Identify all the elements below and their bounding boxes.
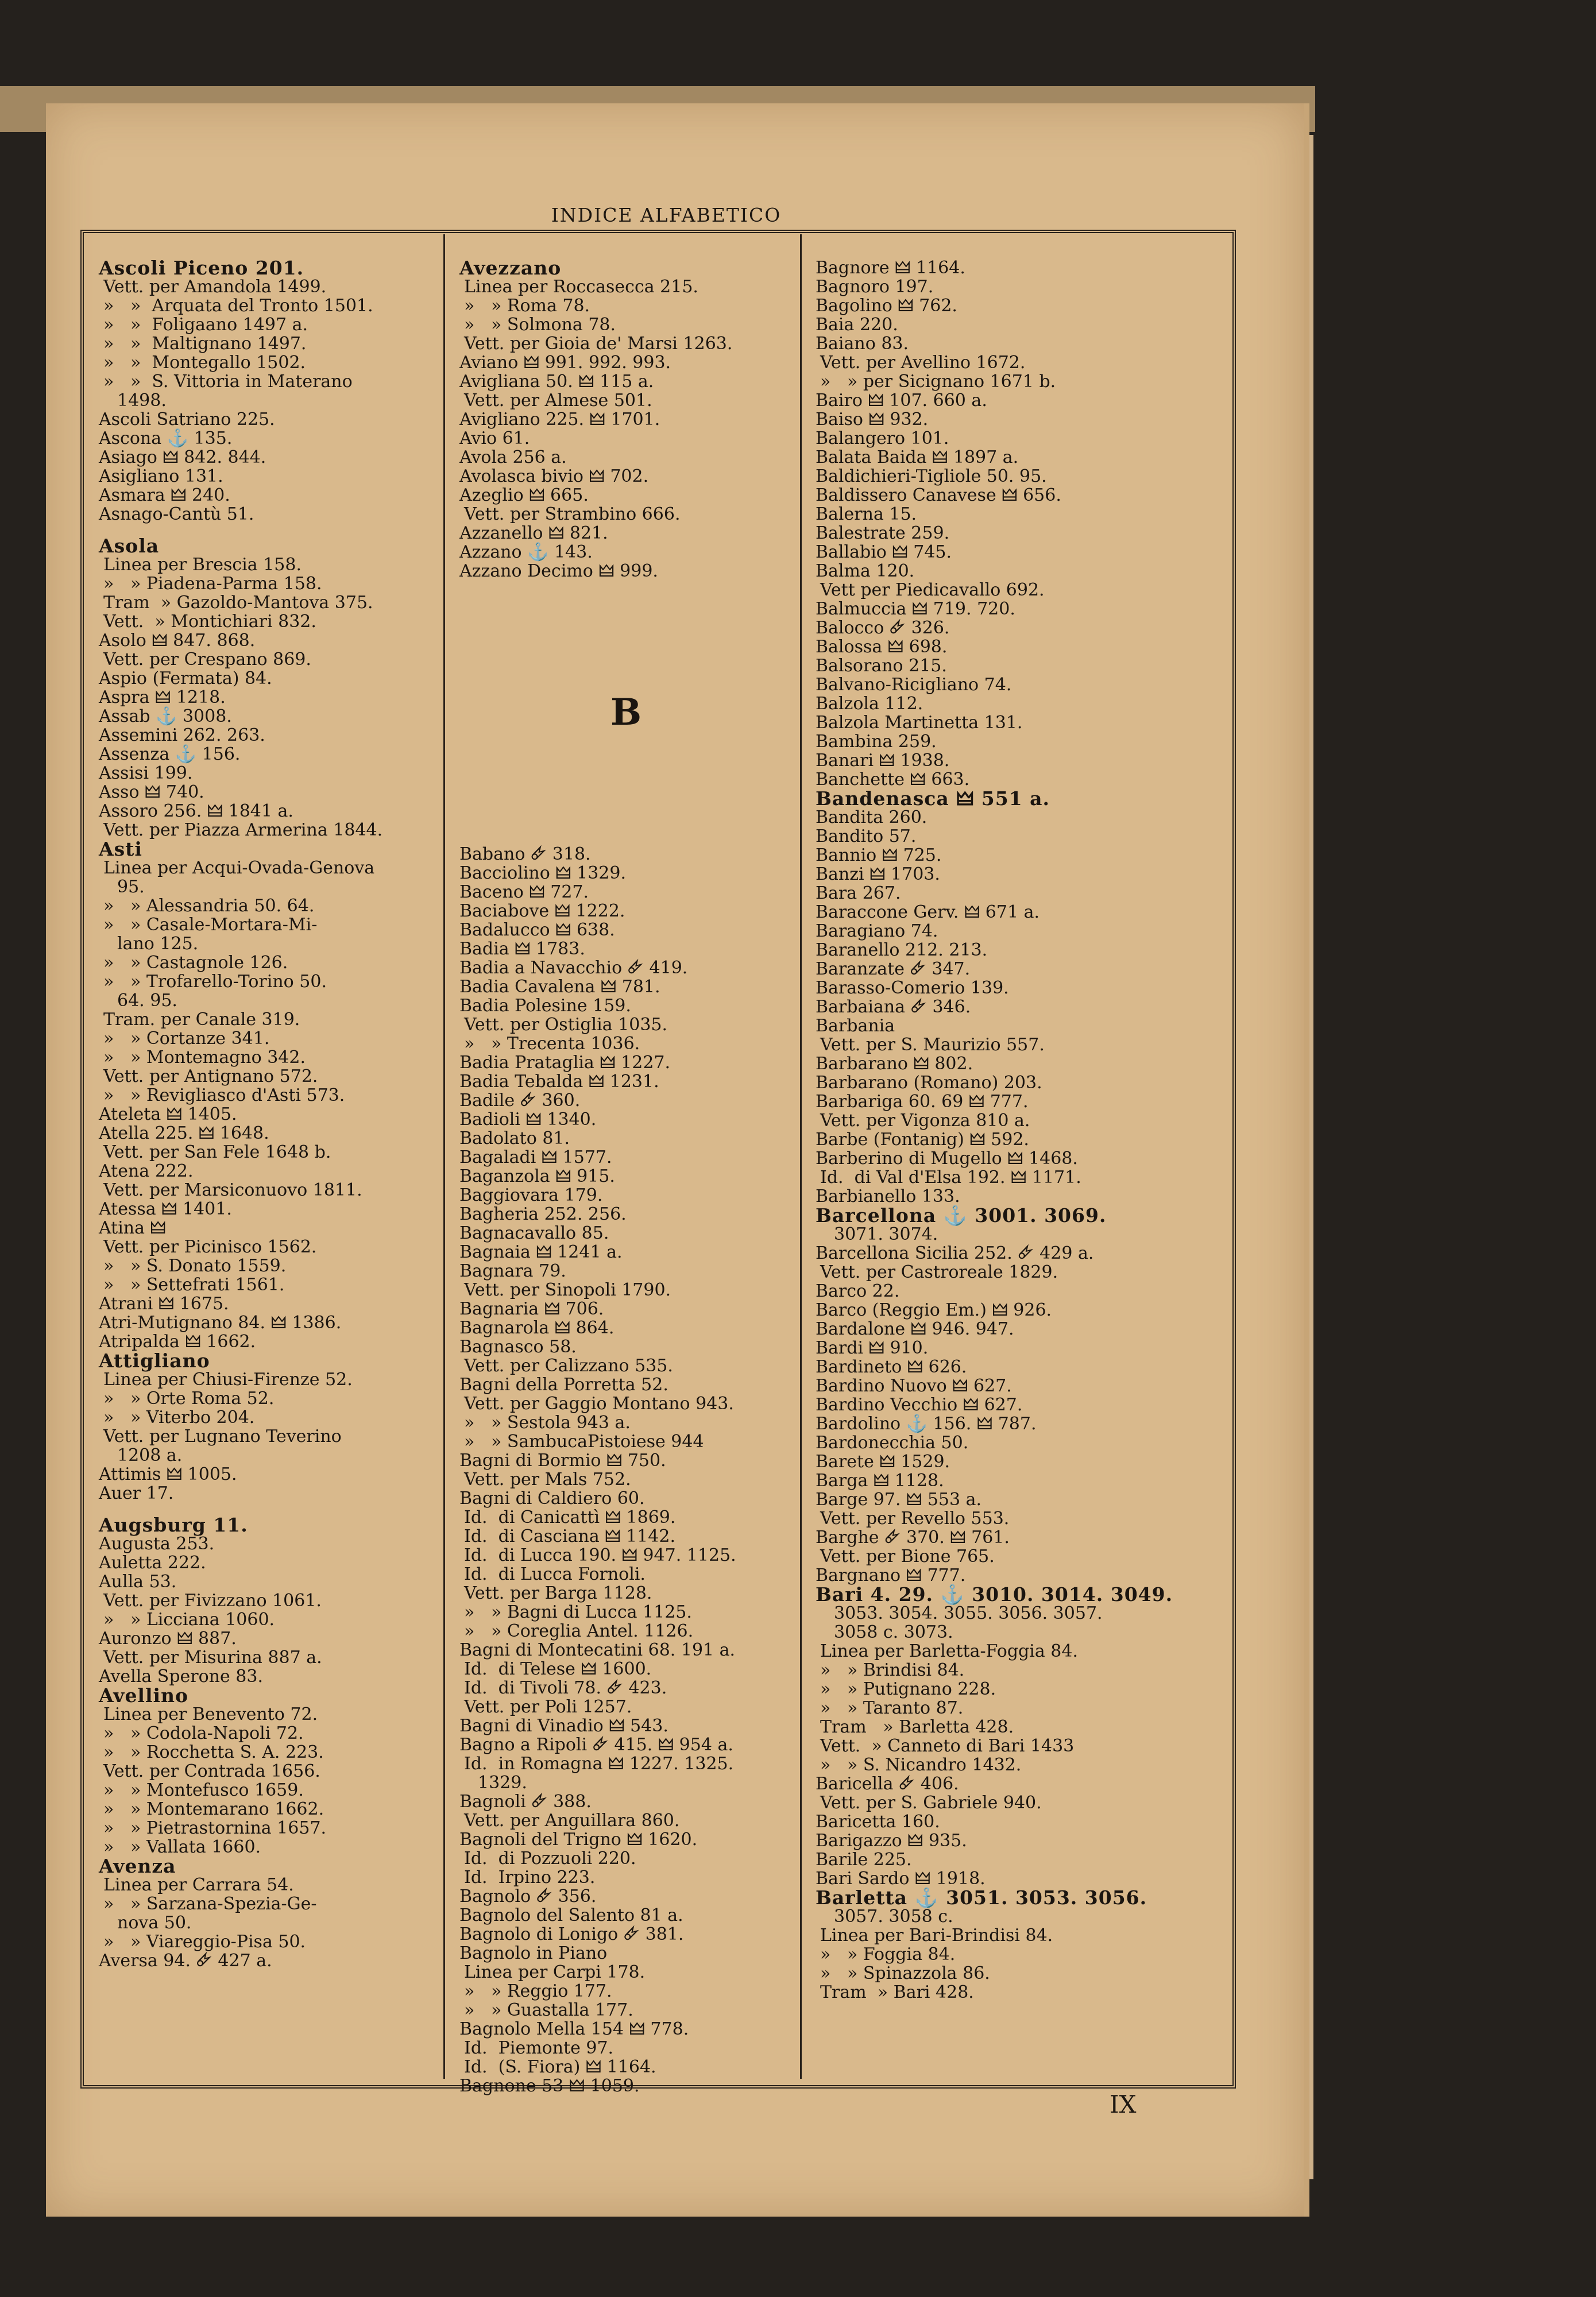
- index-entry: Assab ⚓ 3008.: [99, 706, 232, 726]
- index-entry: Auletta 222.: [99, 1553, 206, 1573]
- index-entry: Vett. per Poli 1257.: [464, 1697, 632, 1717]
- index-entry: » » S. Donato 1559.: [103, 1256, 287, 1276]
- index-entry: Balvano-Ricigliano 74.: [816, 675, 1012, 695]
- index-entry: Avigliana 50. 🜲 115 a.: [459, 372, 654, 392]
- index-entry: Barco (Reggio Em.) 🜲 926.: [816, 1300, 1052, 1320]
- index-entry: » » Casale-Mortara-Mi-: [103, 915, 318, 935]
- index-entry: » » Putignano 228.: [820, 1679, 996, 1699]
- index-entry: » » Settefrati 1561.: [103, 1275, 285, 1295]
- index-entry: » » Montefusco 1659.: [103, 1780, 304, 1800]
- index-entry: Vett. per Avellino 1672.: [820, 353, 1026, 373]
- index-entry: Badia Tebalda 🜲 1231.: [459, 1072, 659, 1092]
- index-entry: Azzanello 🜲 821.: [459, 523, 608, 543]
- index-entry: Bagnore 🜲 1164.: [816, 258, 965, 278]
- index-entry: Linea per Acqui-Ovada-Genova: [103, 858, 375, 878]
- index-entry: 1208 a.: [117, 1445, 183, 1465]
- index-entry: Avola 256 a.: [459, 447, 567, 467]
- index-entry: » » Viareggio-Pisa 50.: [103, 1932, 306, 1952]
- index-entry: Bardi 🜲 910.: [816, 1338, 929, 1358]
- index-entry: Balocco 🜸 326.: [816, 618, 950, 638]
- index-entry: » » Bagni di Lucca 1125.: [464, 1602, 692, 1622]
- index-heading: Avellino: [99, 1684, 189, 1707]
- index-entry: Vett. per Ostiglia 1035.: [464, 1015, 668, 1035]
- index-entry: Id. di Telese 🜲 1600.: [464, 1659, 652, 1679]
- index-entry: » » Revigliasco d'Asti 573.: [103, 1085, 345, 1105]
- index-entry: Balma 120.: [816, 561, 915, 581]
- index-entry: 1329.: [478, 1773, 527, 1793]
- index-entry: Vett. per Amandola 1499.: [103, 277, 327, 297]
- index-entry: » » Taranto 87.: [820, 1698, 964, 1718]
- index-entry: Bardineto 🜲 626.: [816, 1357, 967, 1377]
- index-entry: Tram » Bari 428.: [820, 1982, 974, 2002]
- index-entry: Asnago-Cantù 51.: [99, 504, 254, 524]
- index-entry: Bacciolino 🜲 1329.: [459, 863, 627, 883]
- index-entry: » » Brindisi 84.: [820, 1660, 965, 1680]
- index-entry: Barge 97. 🜲 553 a.: [816, 1490, 982, 1510]
- index-entry: Avigliano 225. 🜲 1701.: [459, 409, 660, 430]
- index-entry: Balata Baida 🜲 1897 a.: [816, 447, 1019, 467]
- index-entry: Aviano 🜲 991. 992. 993.: [459, 353, 671, 373]
- index-entry: Vett. per Picinisco 1562.: [103, 1237, 317, 1257]
- index-entry: Id. di Lucca 190. 🜲 947. 1125.: [464, 1545, 736, 1565]
- index-entry: Bagnara 79.: [459, 1261, 566, 1281]
- index-entry: Bara 267.: [816, 883, 901, 903]
- index-heading: Asola: [99, 535, 160, 557]
- index-entry: Asolo 🜲 847. 868.: [99, 631, 256, 651]
- index-entry: Badia 🜲 1783.: [459, 939, 585, 959]
- index-entry: Bagaladi 🜲 1577.: [459, 1147, 612, 1167]
- index-entry: Banari 🜲 1938.: [816, 751, 950, 771]
- index-entry: Vett. per Vigonza 810 a.: [820, 1111, 1030, 1131]
- index-entry: Vett. per Castroreale 1829.: [820, 1262, 1058, 1282]
- index-entry: Baiano 83.: [816, 334, 909, 354]
- index-entry: Avolasca bivio 🜲 702.: [459, 466, 649, 486]
- index-entry: Ballabio 🜲 745.: [816, 542, 952, 562]
- page-title: INDICE ALFABETICO: [551, 204, 782, 226]
- index-entry: Vett. per Bione 765.: [820, 1546, 995, 1567]
- index-entry: » » Trecenta 1036.: [464, 1034, 640, 1054]
- index-entry: Vett. per Gaggio Montano 943.: [464, 1394, 734, 1414]
- index-entry: Balangero 101.: [816, 428, 949, 448]
- index-entry: Barigazzo 🜲 935.: [816, 1831, 967, 1851]
- index-entry: » » Castagnole 126.: [103, 953, 288, 973]
- index-entry: Vett. per Lugnano Teverino: [103, 1426, 342, 1447]
- index-entry: Vett. » Montichiari 832.: [103, 612, 316, 632]
- index-entry: Baldissero Canavese 🜲 656.: [816, 485, 1061, 505]
- index-entry: Vett. per Fivizzano 1061.: [103, 1591, 322, 1611]
- index-entry: Bardino Vecchio 🜲 627.: [816, 1395, 1023, 1415]
- index-entry: Id. Piemonte 97.: [464, 2038, 614, 2058]
- index-entry: Baceno 🜲 727.: [459, 882, 589, 902]
- index-entry: » » Pietrastornina 1657.: [103, 1818, 327, 1838]
- index-entry: Banzi 🜲 1703.: [816, 864, 940, 884]
- index-entry: Barco 22.: [816, 1281, 900, 1301]
- index-entry: Atripalda 🜲 1662.: [99, 1332, 256, 1352]
- index-heading: Attigliano: [99, 1349, 210, 1372]
- index-entry: » » S. Vittoria in Materano: [103, 372, 353, 392]
- index-entry: » » Maltignano 1497.: [103, 334, 307, 354]
- index-entry: Aspio (Fermata) 84.: [99, 668, 272, 689]
- index-entry: Vett. per San Fele 1648 b.: [103, 1142, 331, 1162]
- index-entry: Vett. per Almese 501.: [464, 390, 652, 411]
- index-entry: 95.: [117, 877, 145, 897]
- index-entry: Baraccone Gerv. 🜲 671 a.: [816, 902, 1040, 922]
- index-entry: Avio 61.: [459, 428, 530, 448]
- index-entry: Asmara 🜲 240.: [99, 485, 230, 505]
- index-entry: Bari Sardo 🜲 1918.: [816, 1869, 986, 1889]
- page-number: IX: [1110, 2090, 1137, 2118]
- index-entry: Id. in Romagna 🜲 1227. 1325.: [464, 1754, 734, 1774]
- index-entry: Baciabove 🜲 1222.: [459, 901, 625, 921]
- index-entry: » » SambucaPistoiese 944: [464, 1432, 704, 1452]
- index-entry: Asiago 🜲 842. 844.: [99, 447, 266, 467]
- index-entry: Bagni di Vinadio 🜲 543.: [459, 1716, 668, 1736]
- index-entry: » » Reggio 177.: [464, 1981, 612, 2001]
- index-entry: Barcellona Sicilia 252. 🜸 429 a.: [816, 1243, 1094, 1263]
- index-entry: Babano 🜸 318.: [459, 844, 591, 864]
- index-entry: Barberino di Mugello 🜲 1468.: [816, 1148, 1078, 1169]
- index-entry: 64. 95.: [117, 991, 177, 1011]
- index-heading: Avezzano: [459, 257, 562, 279]
- index-entry: Ascoli Satriano 225.: [99, 409, 275, 430]
- index-entry: Atrani 🜲 1675.: [99, 1294, 229, 1314]
- index-entry: Baricella 🜸 406.: [816, 1774, 959, 1794]
- index-entry: » » Rocchetta S. A. 223.: [103, 1742, 324, 1762]
- index-entry: Baranzate 🜸 347.: [816, 959, 971, 979]
- index-entry: » » Roma 78.: [464, 296, 590, 316]
- index-entry: Vett. per Barga 1128.: [464, 1583, 652, 1603]
- index-entry: Baia 220.: [816, 315, 898, 335]
- index-entry: Badia Polesine 159.: [459, 996, 631, 1016]
- index-entry: Bagnoro 197.: [816, 277, 934, 297]
- index-entry: Bagnacavallo 85.: [459, 1223, 609, 1243]
- index-entry: » » Montemarano 1662.: [103, 1799, 324, 1819]
- index-entry: Atessa 🜲 1401.: [99, 1199, 232, 1219]
- index-entry: Bargnano 🜲 777.: [816, 1565, 966, 1586]
- index-entry: Bagnolo Mella 154 🜲 778.: [459, 2019, 689, 2039]
- index-entry: Badolato 81.: [459, 1128, 570, 1148]
- index-entry: Balzola Martinetta 131.: [816, 713, 1023, 733]
- index-entry: Bagnolo 🜸 356.: [459, 1886, 597, 1907]
- index-entry: 3071. 3074.: [834, 1224, 938, 1244]
- index-entry: Linea per Brescia 158.: [103, 555, 302, 575]
- index-entry: » » S. Nicandro 1432.: [820, 1755, 1022, 1775]
- index-entry: Badile 🜸 360.: [459, 1091, 581, 1111]
- index-entry: Bagno a Ripoli 🜸 415. 🜲 954 a.: [459, 1735, 733, 1755]
- index-entry: Vett. per Calizzano 535.: [464, 1356, 673, 1376]
- index-entry: » » Sarzana-Spezia-Ge-: [103, 1894, 317, 1914]
- index-entry: » » Viterbo 204.: [103, 1407, 255, 1428]
- index-entry: Bandito 57.: [816, 826, 917, 846]
- index-entry: Auronzo 🜲 887.: [99, 1629, 237, 1649]
- index-entry: Ascona ⚓ 135.: [99, 428, 233, 448]
- index-heading: Augsburg 11.: [99, 1514, 248, 1536]
- index-entry: Tram » Gazoldo-Mantova 375.: [103, 593, 373, 613]
- index-entry: » » Coreglia Antel. 1126.: [464, 1621, 694, 1641]
- index-column-1: [99, 258, 438, 1970]
- index-entry: Tram. per Canale 319.: [103, 1010, 300, 1030]
- index-entry: Linea per Chiusi-Firenze 52.: [103, 1370, 353, 1390]
- index-entry: Vett. per Anguillara 860.: [464, 1811, 680, 1831]
- index-entry: Id. di Tivoli 78. 🜸 423.: [464, 1678, 667, 1698]
- index-entry: » » Trofarello-Torino 50.: [103, 972, 327, 992]
- index-entry: Barbarano 🜲 802.: [816, 1054, 973, 1074]
- index-entry: Barbariga 60. 69 🜲 777.: [816, 1092, 1029, 1112]
- index-entry: Barghe 🜸 370. 🜲 761.: [816, 1528, 1010, 1548]
- index-entry: Balestrate 259.: [816, 523, 950, 543]
- index-entry: Barete 🜲 1529.: [816, 1452, 950, 1472]
- index-entry: Linea per Benevento 72.: [103, 1704, 318, 1724]
- index-entry: Auer 17.: [99, 1483, 174, 1503]
- index-entry: Vett. per Antignano 572.: [103, 1066, 318, 1086]
- index-entry: Barbaiana 🜸 346.: [816, 997, 971, 1017]
- index-entry: Bagnone 53 🜲 1059.: [459, 2076, 640, 2096]
- index-column-3: [816, 258, 1206, 2002]
- index-entry: Vett. per Mals 752.: [464, 1470, 631, 1490]
- index-entry: Augusta 253.: [99, 1534, 215, 1554]
- index-entry: » » per Sicignano 1671 b.: [820, 372, 1056, 392]
- index-entry: Bandita 260.: [816, 807, 928, 827]
- index-entry: Vett. » Canneto di Bari 1433: [820, 1736, 1075, 1756]
- index-entry: Baricetta 160.: [816, 1812, 940, 1832]
- index-entry: Linea per Barletta-Foggia 84.: [820, 1641, 1078, 1661]
- index-entry: Barbarano (Romano) 203.: [816, 1073, 1042, 1093]
- index-entry: Badalucco 🜲 638.: [459, 920, 615, 940]
- index-entry: Vett. per Sinopoli 1790.: [464, 1280, 671, 1300]
- index-heading: Barcellona ⚓ 3001. 3069.: [816, 1204, 1107, 1227]
- index-entry: Atella 225. 🜲 1648.: [99, 1123, 269, 1143]
- index-entry: » » Montegallo 1502.: [103, 353, 306, 373]
- index-entry: Bardonecchia 50.: [816, 1433, 969, 1453]
- index-entry: Bagheria 252. 256.: [459, 1204, 627, 1224]
- index-entry: » » Alessandria 50. 64.: [103, 896, 315, 916]
- index-entry: Vett. per Gioia de' Marsi 1263.: [464, 334, 733, 354]
- index-entry: Vett. per Marsiconuovo 1811.: [103, 1180, 362, 1200]
- index-column-2: [459, 258, 793, 2095]
- column-divider-1: [443, 234, 445, 2079]
- index-entry: Atena 222.: [99, 1161, 194, 1181]
- index-entry: Atina 🜲: [99, 1218, 166, 1238]
- index-entry: Baldichieri-Tigliole 50. 95.: [816, 466, 1047, 486]
- index-entry: Bagnoli 🜸 388.: [459, 1792, 592, 1812]
- column-divider-2: [800, 234, 802, 2079]
- index-entry: Balsorano 215.: [816, 656, 947, 676]
- index-entry: » » Solmona 78.: [464, 315, 616, 335]
- index-entry: nova 50.: [117, 1913, 192, 1933]
- index-entry: » » Licciana 1060.: [103, 1610, 275, 1630]
- index-entry: Bagni di Caldiero 60.: [459, 1488, 645, 1509]
- index-entry: lano 125.: [117, 934, 199, 954]
- index-entry: Id. di Lucca Fornoli.: [464, 1564, 646, 1584]
- index-entry: Barbania: [816, 1016, 895, 1036]
- index-entry: » » Cortanze 341.: [103, 1028, 270, 1049]
- index-entry: Balmuccia 🜲 719. 720.: [816, 599, 1015, 619]
- index-entry: Linea per Bari-Brindisi 84.: [820, 1925, 1053, 1946]
- index-entry: Barile 225.: [816, 1850, 912, 1870]
- index-entry: Balzola 112.: [816, 694, 923, 714]
- index-entry: Vett. per Piazza Armerina 1844.: [103, 820, 383, 840]
- index-entry: Vett. per Misurina 887 a.: [103, 1648, 322, 1668]
- index-entry: Bardolino ⚓ 156. 🜲 787.: [816, 1414, 1037, 1434]
- index-entry: Balossa 🜲 698.: [816, 637, 948, 657]
- index-entry: 3057. 3058 c.: [834, 1907, 953, 1927]
- index-entry: Azzano ⚓ 143.: [459, 542, 593, 562]
- index-entry: Bardino Nuovo 🜲 627.: [816, 1376, 1012, 1396]
- index-entry: Barga 🜲 1128.: [816, 1471, 944, 1491]
- index-entry: Bagni di Bormio 🜲 750.: [459, 1451, 666, 1471]
- index-entry: Badia a Navacchio 🜸 419.: [459, 958, 688, 978]
- index-entry: » » Piadena-Parma 158.: [103, 574, 322, 594]
- index-entry: Badia Cavalena 🜲 781.: [459, 977, 660, 997]
- index-entry: Baragiano 74.: [816, 921, 938, 941]
- index-heading: Bari 4. 29. ⚓ 3010. 3014. 3049.: [816, 1583, 1173, 1606]
- index-entry: Baggiovara 179.: [459, 1185, 603, 1205]
- index-entry: » » Codola-Napoli 72.: [103, 1723, 304, 1743]
- index-entry: Assoro 256. 🜲 1841 a.: [99, 801, 293, 821]
- index-entry: Badioli 🜲 1340.: [459, 1109, 597, 1130]
- index-heading: Avenza: [99, 1855, 176, 1877]
- index-entry: Bagnolo di Lonigo 🜸 381.: [459, 1924, 684, 1944]
- index-entry: Asso 🜲 740.: [99, 782, 204, 802]
- index-entry: Vett. per S. Gabriele 940.: [820, 1793, 1042, 1813]
- index-entry: Baranello 212. 213.: [816, 940, 988, 960]
- index-entry: Tram » Barletta 428.: [820, 1717, 1014, 1737]
- index-entry: Bagni di Montecatini 68. 191 a.: [459, 1640, 736, 1660]
- index-entry: Assisi 199.: [99, 763, 193, 783]
- index-entry: Assemini 262. 263.: [99, 725, 265, 745]
- index-entry: Banchette 🜲 663.: [816, 769, 970, 790]
- index-entry: Attimis 🜲 1005.: [99, 1464, 237, 1484]
- index-entry: Baiso 🜲 932.: [816, 409, 929, 430]
- index-entry: » » Montemagno 342.: [103, 1047, 306, 1068]
- index-entry: Bannio 🜲 725.: [816, 845, 942, 865]
- index-entry: Badia Prataglia 🜲 1227.: [459, 1053, 671, 1073]
- index-entry: » » Orte Roma 52.: [103, 1389, 275, 1409]
- index-entry: Bagnarola 🜲 864.: [459, 1318, 615, 1338]
- index-entry: Aulla 53.: [99, 1572, 177, 1592]
- index-entry: Vett. per S. Maurizio 557.: [820, 1035, 1045, 1055]
- index-entry: Linea per Carpi 178.: [464, 1962, 646, 1982]
- index-entry: » » Foligaano 1497 a.: [103, 315, 308, 335]
- index-entry: Vett. per Crespano 869.: [103, 649, 311, 670]
- index-entry: Vett. per Strambino 666.: [464, 504, 681, 524]
- index-entry: Barbianello 133.: [816, 1186, 960, 1206]
- index-entry: » » Arquata del Tronto 1501.: [103, 296, 373, 316]
- index-entry: Bambina 259.: [816, 732, 937, 752]
- index-entry: Balerna 15.: [816, 504, 917, 524]
- index-entry: » » Guastalla 177.: [464, 2000, 633, 2020]
- index-entry: Linea per Carrara 54.: [103, 1875, 294, 1895]
- index-entry: Barbe (Fontanig) 🜲 592.: [816, 1130, 1029, 1150]
- index-entry: Barasso-Comerio 139.: [816, 978, 1009, 998]
- index-entry: Id. di Val d'Elsa 192. 🜲 1171.: [820, 1167, 1081, 1188]
- index-entry: 3053. 3054. 3055. 3056. 3057.: [834, 1603, 1103, 1623]
- index-entry: Atri-Mutignano 84. 🜲 1386.: [99, 1313, 342, 1333]
- index-entry: Aversa 94. 🜸 427 a.: [99, 1951, 272, 1971]
- index-heading: Asti: [99, 838, 142, 860]
- index-heading: Barletta ⚓ 3051. 3053. 3056.: [816, 1886, 1147, 1909]
- index-entry: Baganzola 🜲 915.: [459, 1166, 615, 1186]
- index-entry: Azzano Decimo 🜲 999.: [459, 561, 658, 581]
- index-entry: » » Sestola 943 a.: [464, 1413, 631, 1433]
- section-letter-b: B: [610, 691, 642, 734]
- index-entry: Bagolino 🜲 762.: [816, 296, 957, 316]
- index-entry: Bagnaia 🜲 1241 a.: [459, 1242, 623, 1262]
- index-entry: Aspra 🜲 1218.: [99, 687, 226, 707]
- index-entry: Id. di Casciana 🜲 1142.: [464, 1526, 675, 1546]
- index-entry: » » Spinazzola 86.: [820, 1963, 990, 1983]
- index-entry: Vett. per Contrada 1656.: [103, 1761, 320, 1781]
- index-entry: Vett per Piedicavallo 692.: [820, 580, 1045, 600]
- index-entry: 1498.: [117, 390, 167, 411]
- index-entry: » » Foggia 84.: [820, 1944, 956, 1965]
- index-heading: Bandenasca 🜲 551 a.: [816, 787, 1050, 810]
- index-entry: Bagnolo del Salento 81 a.: [459, 1905, 683, 1925]
- index-entry: Bagnolo in Piano: [459, 1943, 608, 1963]
- index-entry: Bairo 🜲 107. 660 a.: [816, 390, 987, 411]
- index-heading: Ascoli Piceno 201.: [99, 257, 304, 279]
- index-entry: Linea per Roccasecca 215.: [464, 277, 698, 297]
- index-entry: Bardalone 🜲 946. 947.: [816, 1319, 1014, 1339]
- index-entry: 3058 c. 3073.: [834, 1622, 953, 1642]
- index-entry: Bagni della Porretta 52.: [459, 1375, 668, 1395]
- index-entry: Azeglio 🜲 665.: [459, 485, 589, 505]
- index-entry: Asigliano 131.: [99, 466, 223, 486]
- index-entry: Ateleta 🜲 1405.: [99, 1104, 237, 1124]
- index-entry: Vett. per Revello 553.: [820, 1509, 1010, 1529]
- index-entry: Bagnoli del Trigno 🜲 1620.: [459, 1830, 698, 1850]
- index-entry: Id. di Pozzuoli 220.: [464, 1849, 636, 1869]
- index-entry: Id. di Canicattì 🜲 1869.: [464, 1507, 676, 1528]
- index-entry: Bagnaria 🜲 706.: [459, 1299, 604, 1319]
- index-entry: Id. (S. Fiora) 🜲 1164.: [464, 2057, 656, 2077]
- index-entry: Id. Irpino 223.: [464, 1867, 596, 1888]
- index-entry: Avella Sperone 83.: [99, 1666, 263, 1687]
- index-entry: Bagnasco 58.: [459, 1337, 577, 1357]
- index-entry: » » Vallata 1660.: [103, 1837, 261, 1857]
- index-entry: Assenza ⚓ 156.: [99, 744, 241, 764]
